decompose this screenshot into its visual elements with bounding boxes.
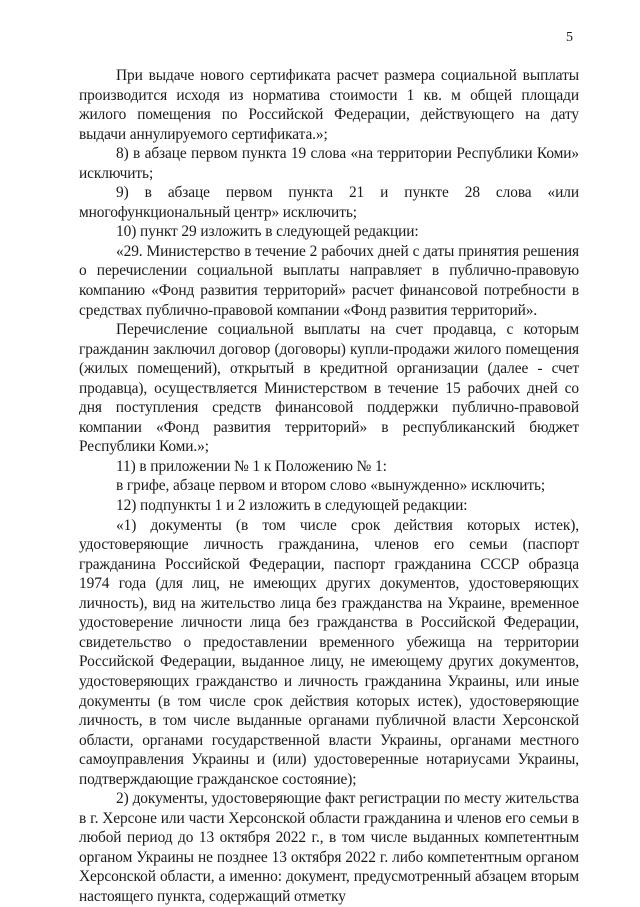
paragraph-clause-29: «29. Министерство в течение 2 рабочих дней с даты принятия решения о перечислении социальной выплаты направляет в публично-правовую компанию «Фонд развития территорий» расчет финансовой потребности в средствах публично-правовой компании «Фонд развития территорий».: [79, 242, 579, 319]
paragraph-item-10: 10) пункт 29 изложить в следующей редакции:: [116, 223, 419, 241]
paragraph-header-word-removal: в грифе, абзаце первом и втором слово «вынужденно» исключить;: [116, 477, 546, 495]
paragraph-payment-transfer: Перечисление социальной выплаты на счет продавца, с которым гражданин заключил договор (договоры) купли-продажи жилого помещения (жилых помещений), открытый в кредитной организации (далее - счет продавца), осуществляется Министерством в течение 15 рабочих дней со дня поступления средств финансовой поддержки публично-правовой компании «Фонд развития территорий» в республиканский бюджет Республики Коми.»;: [79, 321, 579, 456]
page-number: 5: [566, 30, 573, 45]
paragraph-item-12: 12) подпункты 1 и 2 изложить в следующей редакции:: [116, 497, 468, 515]
paragraph-item-9: 9) в абзаце первом пункта 21 и пункте 28 слова «или многофункциональный центр» исключить;: [79, 184, 579, 221]
document-body: [79, 66, 579, 907]
paragraph-item-11: 11) в приложении № 1 к Положению № 1:: [116, 457, 387, 475]
paragraph-certificate-calculation: При выдаче нового сертификата расчет размера социальной выплаты производится исходя из норматива стоимости 1 кв. м общей площади жилого помещения по Российской Федерации, действующего на дату выдачи аннулируемого сертификата.»;: [79, 67, 579, 143]
paragraph-item-8: 8) в абзаце первом пункта 19 слова «на территории Республики Коми» исключить;: [79, 145, 579, 182]
paragraph-subitem-2-registration-documents: 2) документы, удостоверяющие факт регистрации по месту жительства в г. Херсоне или части Херсонской области гражданина и членов его семьи в любой период до 13 октября 2022 г., в том числе выданных компетентным органом Украины не позднее 13 октября 2022 г. либо компетентным органом Херсонской области, а именно: документ, предусмотренный абзацем вторым настоящего пункта, содержащий отметку: [79, 790, 579, 905]
paragraph-subitem-1-identity-documents: «1) документы (в том числе срок действия которых истек), удостоверяющие личность гражданина, членов его семьи (паспорт гражданина Российской Федерации, паспорт гражданина СССР образца 1974 года (для лиц, не имеющих других документов, удостоверяющих личность), вид на жительство лица без гражданства на Украине, временное удостоверение личности лица без гражданства в Российской Федерации, свидетельство о предоставлении временного убежища на территории Российской Федерации, выданное лицу, не имеющему других документов, удостоверяющих гражданство и личность гражданина Украины, или иные документы (в том числе срок действия которых истек), удостоверяющие личность, в том числе выданные органами публичной власти Херсонской области, органами государственной власти Украины, органами местного самоуправления Украины и (или) удостоверенные нотариусами Украины, подтверждающие гражданское состояние);: [79, 516, 579, 788]
